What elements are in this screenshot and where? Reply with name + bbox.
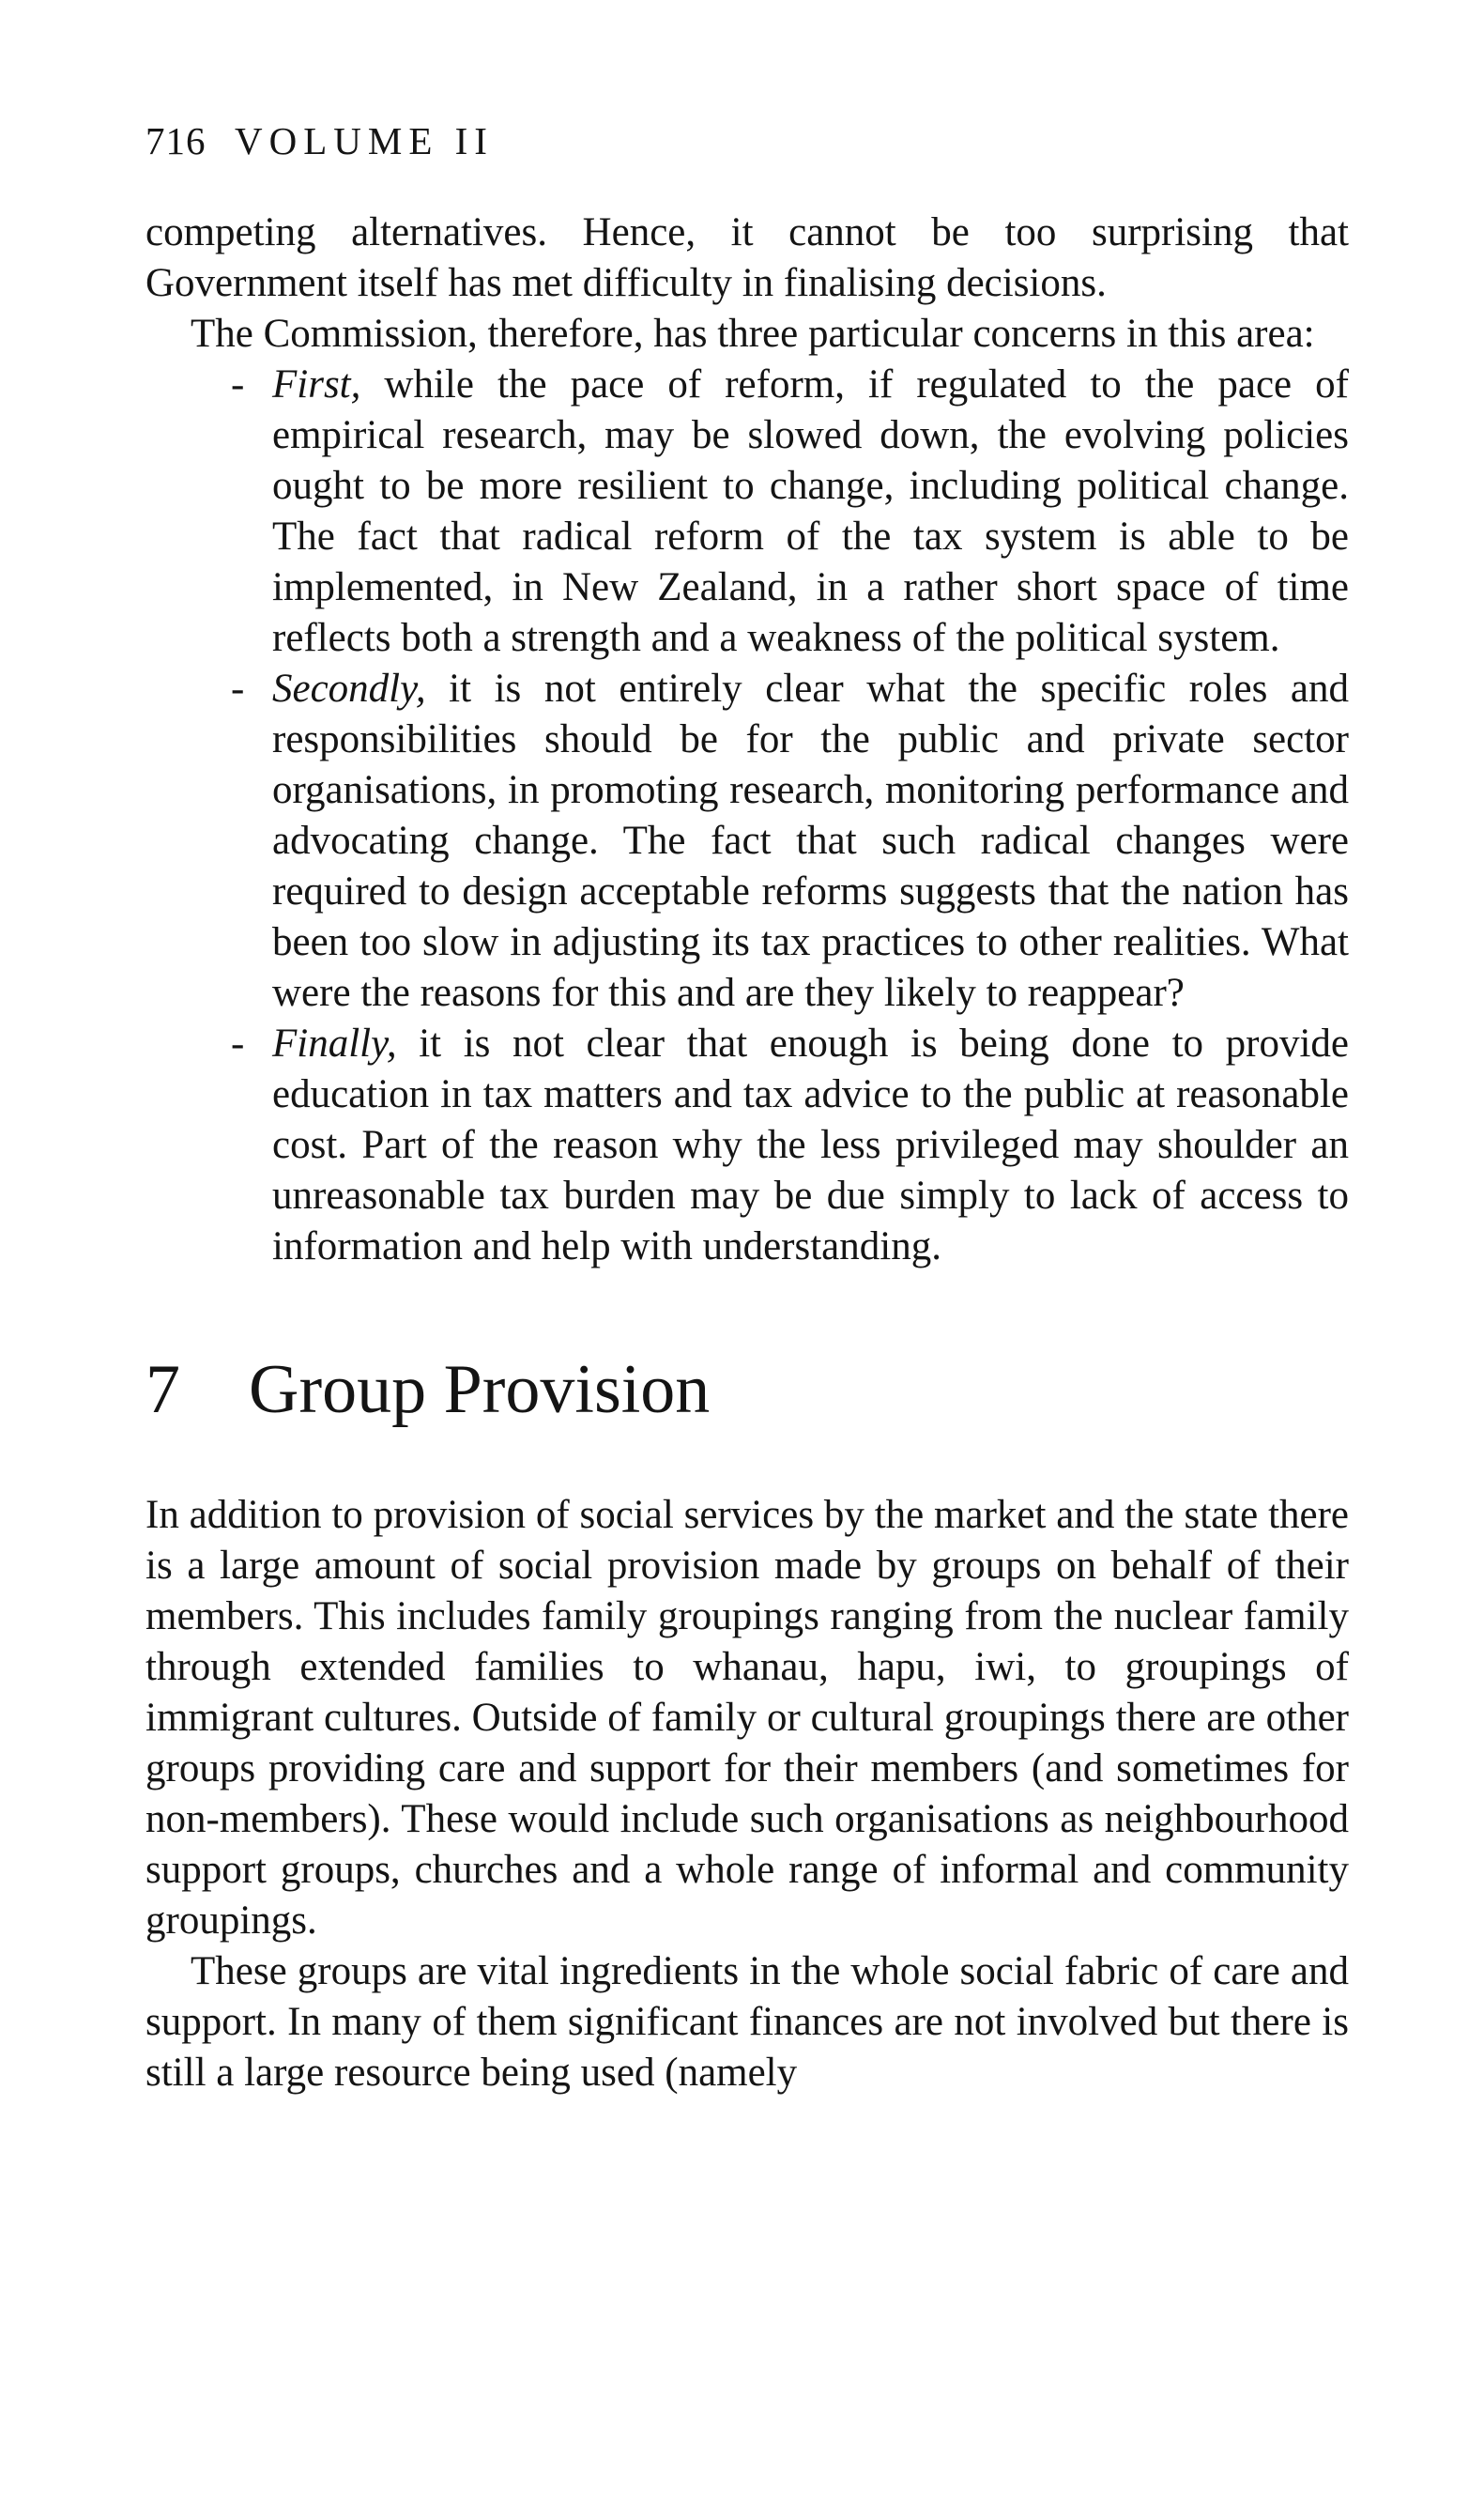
page-number: 716 — [145, 119, 207, 162]
body-paragraph: These groups are vital ingredients in the whole social fabric of care and support. In many of them significant finances are not involved but there is still a large resource being used (namely — [145, 1949, 1349, 2095]
body-paragraph: In addition to provision of social services by the market and the state there is a large amount of social provision made by groups on behalf of their members. This includes family groupings ranging from the nuclear family through extended families to whanau, hapu, iwi, to groupings of immigrant cultures. Outside of family or cultural groupings there are other groups providing care and support for their members (and sometimes for non-members). These would include such organisations as neighbourhood support groups, churches and a whole range of informal and community groupings. — [145, 1493, 1349, 1943]
running-header — [145, 119, 1349, 162]
document-page — [145, 119, 1349, 2098]
concerns-list — [145, 360, 1349, 1272]
list-dash: - — [231, 362, 245, 407]
list-dash: - — [231, 1022, 245, 1066]
list-item — [231, 1019, 1349, 1272]
section-title: Group Provision — [249, 1351, 711, 1428]
continuation-paragraph: competing alternatives. Hence, it cannot be too surprising that Government itself has met difficulty in finalising decisions. — [145, 210, 1349, 305]
list-item-lead: Secondly, — [272, 667, 426, 711]
list-item — [231, 664, 1349, 1019]
list-dash: - — [231, 667, 245, 711]
list-item — [231, 360, 1349, 664]
volume-label: VOLUME II — [235, 119, 494, 162]
list-item-lead: Finally, — [272, 1022, 397, 1066]
concerns-lead-paragraph: The Commission, therefore, has three particular concerns in this area: — [191, 312, 1315, 356]
list-item-text: it is not clear that enough is being done to provide education in tax matters and tax advice to the public at reasonable cost. Part of the reason why the less privileged may shoulder an unreasonable tax burden may be due simply to lack of access to information and help with understanding. — [272, 1022, 1349, 1268]
list-item-text: while the pace of reform, if regulated to the pace of empirical research, may be slowed down, the evolving policies ought to be more resilient to change, including political change. The fact that radical reform of the tax system is able to be implemented, in New Zealand, in a rather short space of time reflects both a strength and a weakness of the political system. — [272, 362, 1349, 660]
list-item-lead: First, — [272, 362, 361, 407]
list-item-text: it is not entirely clear what the specific roles and responsibilities should be for the public and private sector organisations, in promoting research, monitoring performance and advocating change. The fact that such radical changes were required to design acceptable reforms suggests that the nation has been too slow in adjusting its tax practices to other realities. What were the reasons for this and are they likely to reappear? — [272, 667, 1349, 1015]
section-heading — [145, 1351, 1349, 1428]
section-number: 7 — [145, 1351, 180, 1428]
